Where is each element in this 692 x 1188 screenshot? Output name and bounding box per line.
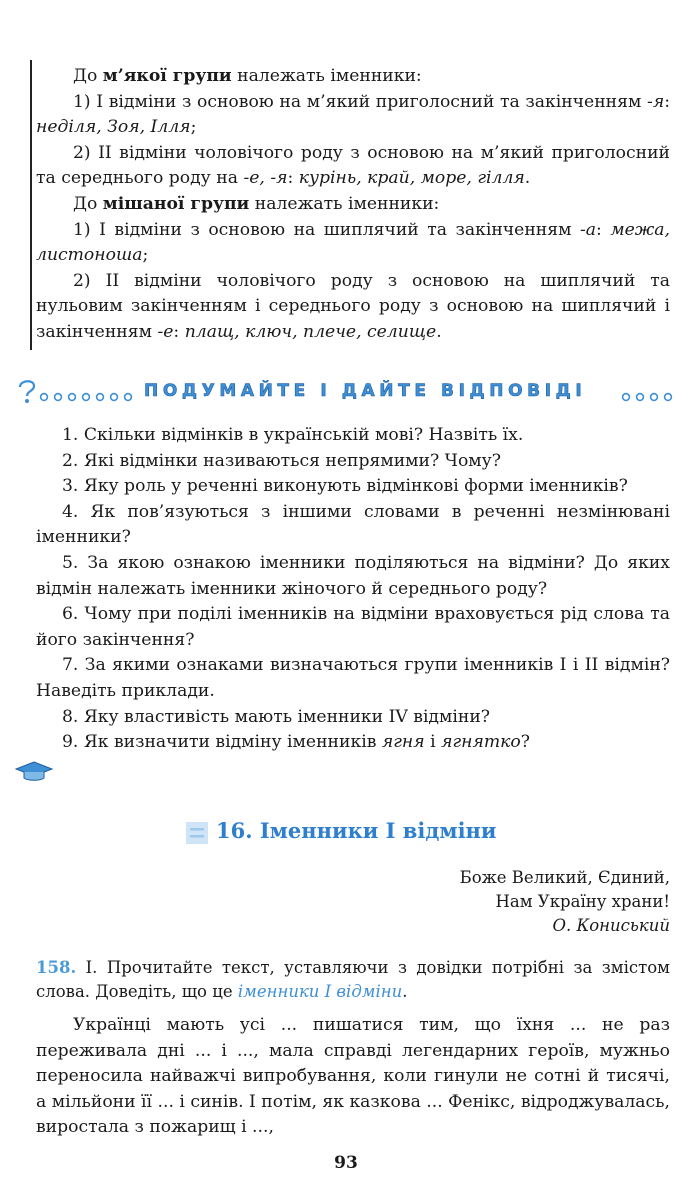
- page-number: 93: [334, 1153, 358, 1173]
- example-word: ягнятко: [441, 732, 521, 753]
- epigraph: [330, 866, 670, 938]
- text-run: :: [664, 91, 670, 112]
- question-item: 8. Яку властивість мають іменники IV відміни?: [62, 706, 491, 727]
- graduation-cap-icon: [14, 760, 54, 782]
- text-run: :: [287, 168, 299, 189]
- text-run: належать іменники:: [231, 66, 422, 86]
- question-item: 3. Яку роль у реченні виконують відмінкові форми іменників?: [62, 476, 628, 497]
- mixed-group-item-2: [36, 269, 670, 346]
- examples: неділя, Зоя, Ілля: [36, 117, 191, 138]
- margin-rule: [30, 60, 32, 350]
- epigraph-author: О. Кониський: [552, 916, 670, 935]
- text-run: .: [436, 321, 442, 342]
- mixed-group-item-1: [36, 218, 670, 269]
- text-run: До: [73, 193, 103, 214]
- question-item-9: [36, 730, 670, 756]
- examples: межа, листоноша: [36, 219, 670, 266]
- reading-passage: [36, 1013, 670, 1141]
- soft-group-intro: [36, 64, 670, 90]
- soft-group-item-2: [36, 141, 670, 192]
- mixed-group-term: мішаної групи: [102, 193, 250, 214]
- ending: -а: [579, 219, 597, 240]
- question-item: 5. За якою ознакою іменники поділяються на відміни? До яких відмін належать іменники жіночого й середнього роду?: [36, 552, 670, 599]
- text-run: .: [524, 168, 531, 189]
- examples: курінь, край, море, гілля: [298, 168, 525, 189]
- text-run: До: [73, 66, 103, 86]
- exercise-number: 158.: [36, 958, 77, 977]
- passage-text: Українці мають усі ... пишатися тим, що їхня ... не раз переживала дні ... і ..., мала справді легендарних героїв, мужньо переносила найважчі випробування, коли гинули не сотні й тисячі, а мільйони її ... і синів. І потім, як казкова ... Фенікс, відроджувалась, виростала з пожарищ і ...,: [36, 1015, 670, 1138]
- question-item: 6. Чому при поділі іменників на відміни враховується рід слова та його закінчення?: [36, 604, 670, 650]
- text-run: 2) II відміни чоловічого роду з основою на м’який приголосний та середнього роду на: [36, 142, 670, 189]
- ending: -я: [647, 91, 665, 112]
- examples: плащ, ключ, плече, селище: [184, 321, 437, 342]
- question-mark-icon: [20, 381, 34, 403]
- soft-group-term: м’якої групи: [102, 66, 232, 86]
- text-run: :: [173, 321, 185, 342]
- text-run: ;: [142, 245, 149, 266]
- exercise-task: [36, 956, 670, 1004]
- example-word: ягня: [381, 732, 425, 753]
- question-item: 4. Як пов’язуються з іншими словами в реченні незмінювані іменники?: [36, 501, 670, 548]
- text-run: ;: [190, 117, 197, 138]
- ending: -е, -я: [243, 168, 288, 189]
- epigraph-line: Нам Україну храни!: [495, 892, 670, 911]
- section-marker-icon: [186, 822, 208, 844]
- text-run: :: [596, 219, 611, 240]
- text-run: 1) I відміни з основою на м’який приголосний та закінченням: [73, 91, 648, 112]
- noun-groups-section: [36, 64, 670, 346]
- text-run: і: [424, 732, 442, 753]
- text-run: 2) II відміни чоловічого роду з основою на шиплячий та нульовим закінченням і середнього роду з основою на шиплячий і закінченням: [36, 270, 670, 342]
- section-title: 16. Іменники I відміни: [216, 818, 497, 843]
- soft-group-item-1: [36, 90, 670, 141]
- question-item: 7. За якими ознаками визначаються групи іменників I і II відмін? Наведіть приклади.: [36, 655, 670, 701]
- text-run: 9. Як визначити відміну іменників: [62, 732, 382, 753]
- dot-trail-left: [41, 394, 132, 401]
- text-run: I. Прочитайте текст, уставляючи з довідки потрібні за змістом слова. Доведіть, що це: [36, 958, 670, 1001]
- questions-list: [36, 423, 670, 756]
- epigraph-line: Боже Великий, Єдиний,: [459, 868, 670, 887]
- text-run: ?: [520, 732, 530, 753]
- banner-title: ПОДУМАЙТЕ І ДАЙТЕ ВІДПОВІДІ: [144, 381, 587, 401]
- exercise-highlight: іменники I відміни: [237, 982, 403, 1001]
- text-run: 1) I відміни з основою на шиплячий та закінченням: [73, 219, 580, 240]
- question-item: 1. Скільки відмінків в українській мові? Назвіть їх.: [62, 425, 524, 445]
- ending: -е: [157, 321, 174, 342]
- think-and-answer-banner: [14, 377, 674, 407]
- question-item: 2. Які відмінки називаються непрямими? Чому?: [62, 450, 501, 471]
- text-run: належать іменники:: [249, 193, 440, 214]
- text-run: .: [402, 982, 408, 1001]
- dot-trail-right: [623, 394, 672, 401]
- mixed-group-intro: [36, 192, 670, 218]
